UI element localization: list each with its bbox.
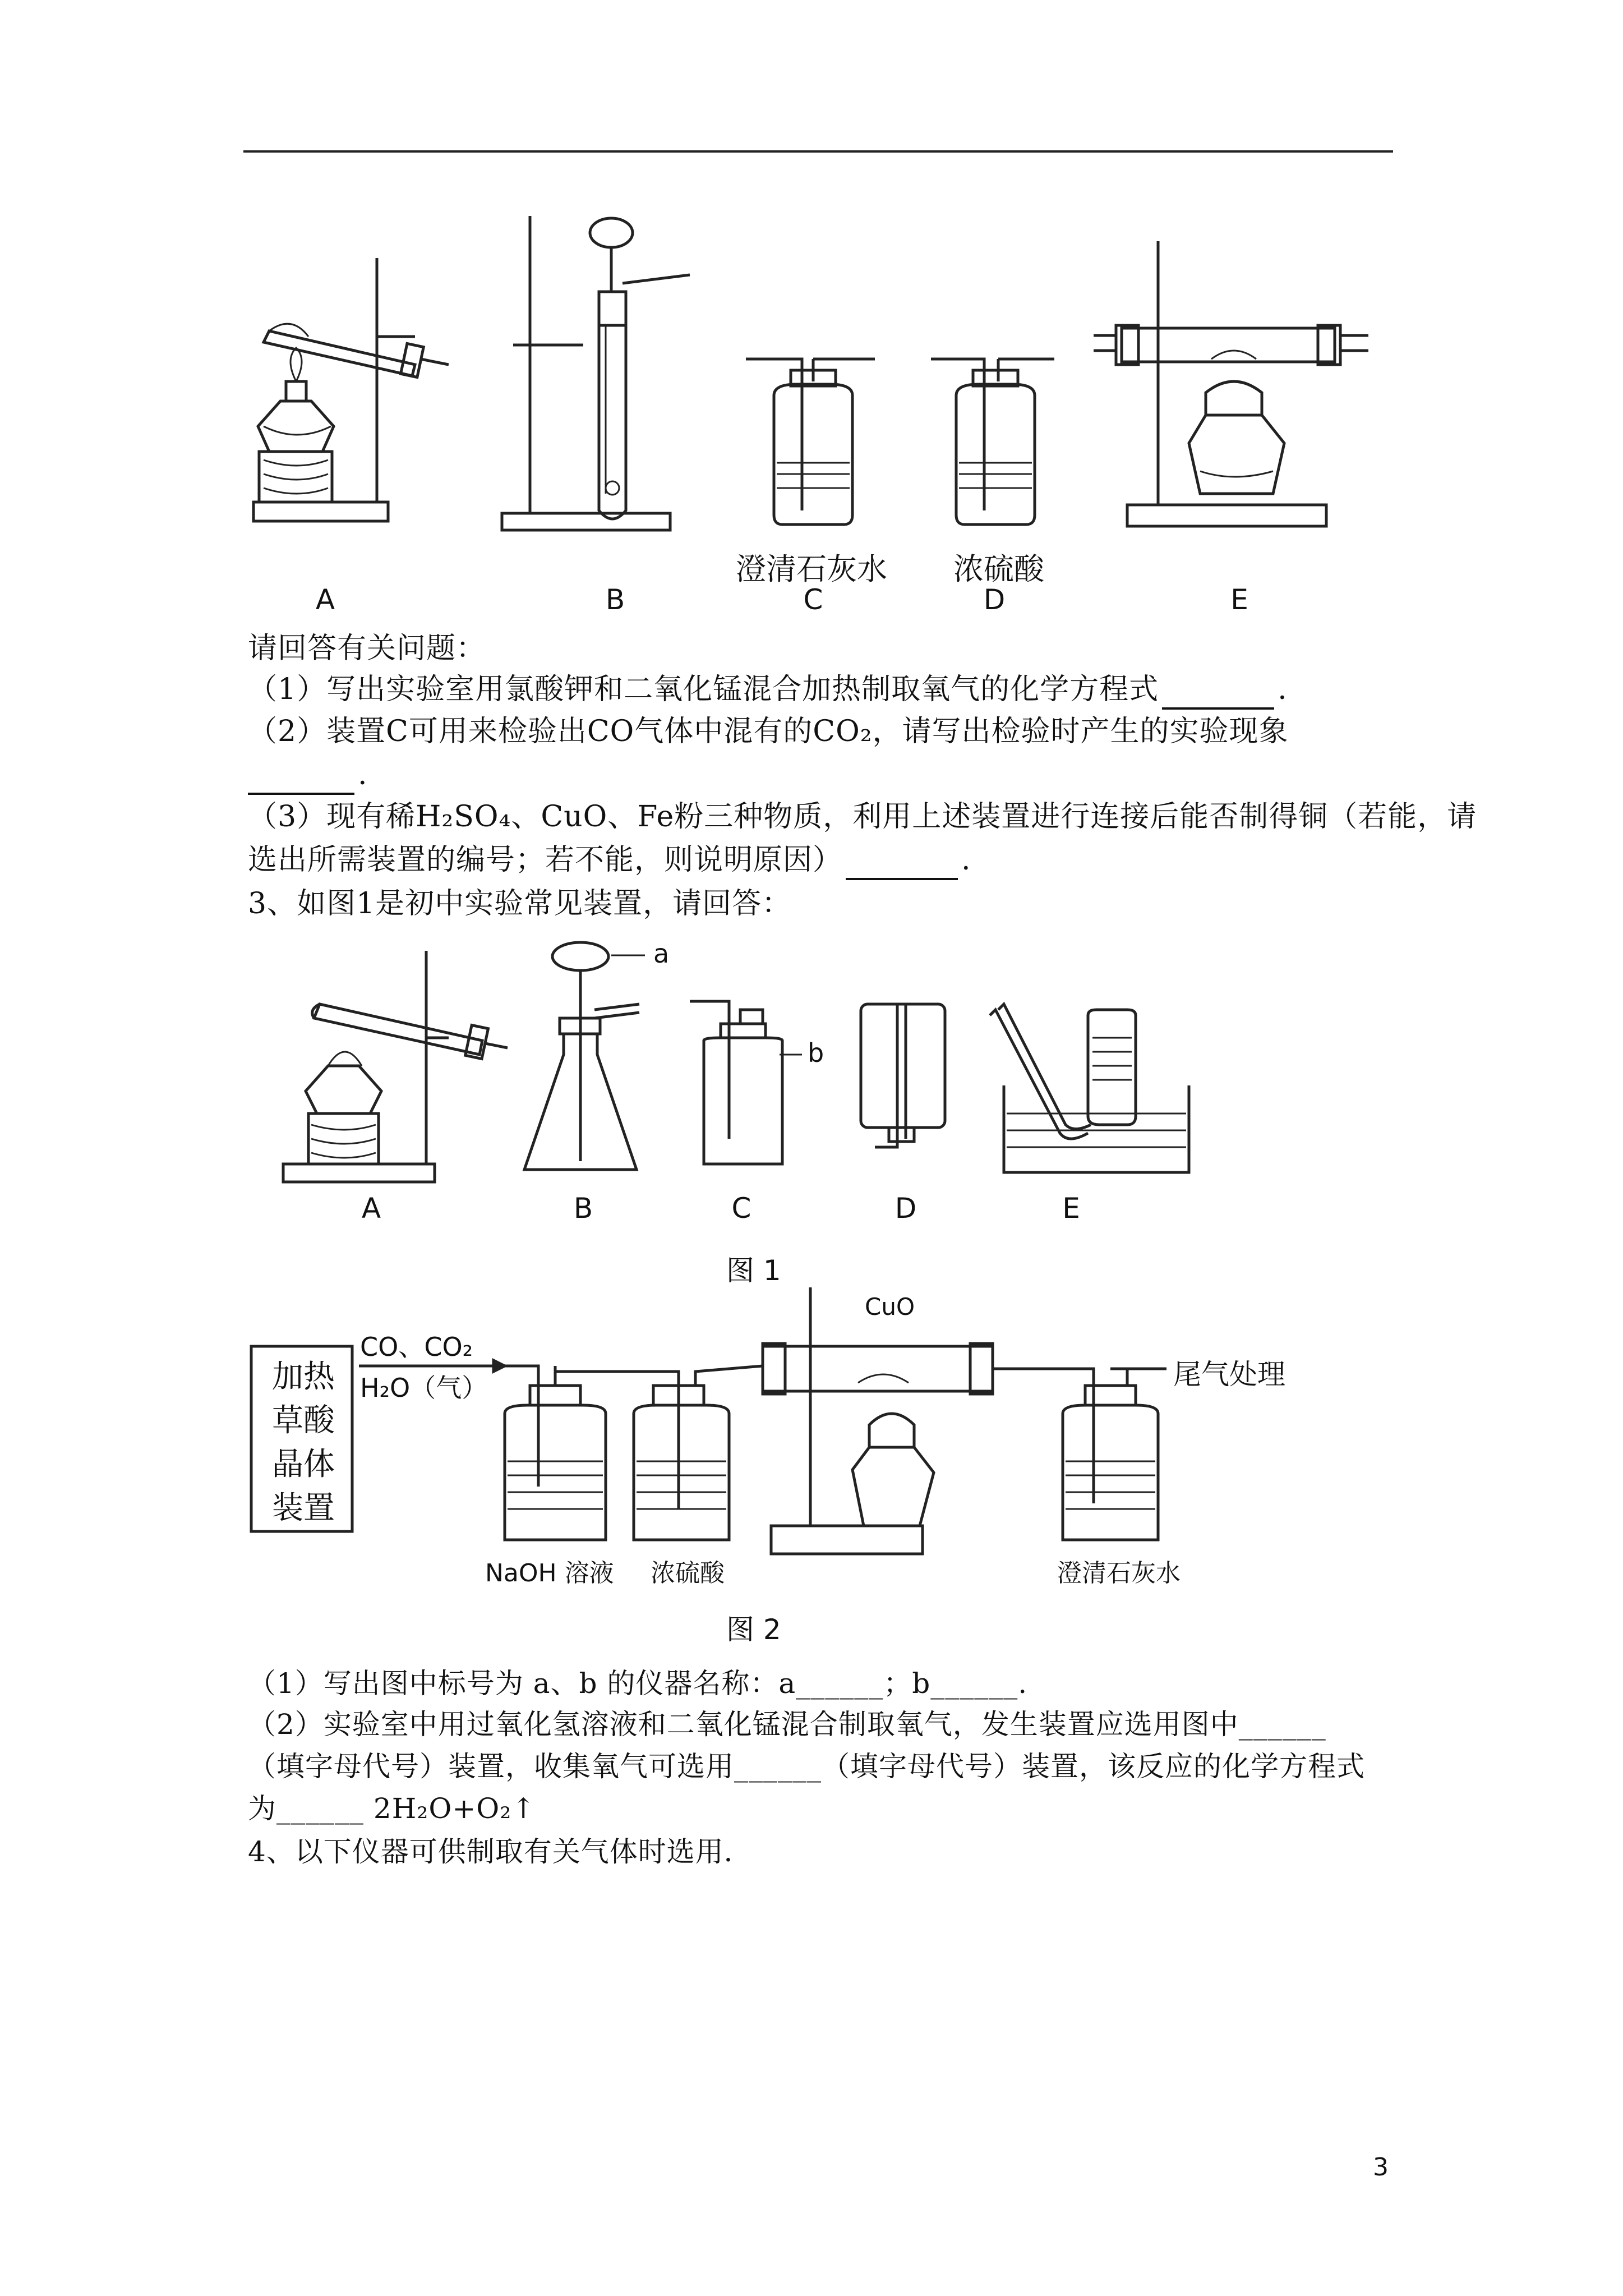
top-label-e: E (1230, 583, 1248, 616)
q2-part1-end: . (1278, 673, 1288, 706)
fig2-box-line4: 装置 (272, 1490, 335, 1526)
fig1-pointer-a: a (653, 938, 670, 969)
fig1-apparatus-c (690, 1001, 802, 1164)
q3-title: 3、如图1是初中实验常见装置，请回答： (248, 887, 792, 921)
q3-part2c: 为______ 2H₂O+O₂↑ (248, 1792, 536, 1825)
fig2-box-line3: 晶体 (272, 1446, 335, 1483)
top-label-c: C (803, 583, 823, 616)
fig2-acid-label: 浓硫酸 (651, 1559, 725, 1588)
fig2-tail-label: 尾气处理 (1173, 1358, 1285, 1391)
fig2-lime-label: 澄清石灰水 (1057, 1559, 1181, 1588)
fig1-apparatus-d (861, 1004, 945, 1147)
fig1-apparatus-e (990, 1004, 1189, 1172)
q2-part2: （2）装置C可用来检验出CO气体中混有的CO₂，请写出检验时产生的实验现象 (248, 715, 1289, 748)
top-label-d: D (983, 583, 1006, 616)
q4-title: 4、以下仪器可供制取有关气体时选用． (248, 1835, 753, 1868)
apparatus-e-top (1094, 241, 1368, 526)
fig2-gas-line1: CO、CO₂ (360, 1332, 473, 1362)
q2-part3: （3）现有稀H₂SO₄、CuO、Fe粉三种物质，利用上述装置进行连接后能否制得铜（若能，请 (248, 800, 1477, 834)
q3-part2b: （填字母代号）装置，收集氧气可选用______（填字母代号）装置，该反应的化学方程式 (248, 1750, 1365, 1783)
fig2-gas-line2: H₂O（气） (360, 1373, 488, 1403)
figure-1 (0, 926, 1623, 1318)
fig2-caption: 图 2 (726, 1613, 781, 1646)
figure-2 (0, 1279, 1623, 1616)
top-caption-lime: 澄清石灰水 (736, 551, 887, 587)
top-label-b: B (605, 583, 625, 616)
top-caption-acid: 浓硫酸 (953, 551, 1044, 587)
fig1-pointer-b: b (808, 1038, 824, 1068)
apparatus-b-top (502, 216, 690, 530)
fig1-apparatus-b (524, 942, 645, 1170)
q2-part2-end: . (358, 758, 368, 792)
apparatus-a-top (253, 258, 449, 521)
q2-part3-cont (248, 840, 971, 880)
q3-part2a: （2）实验室中用过氧化氢溶液和二氧化锰混合制取氧气，发生装置应选用图中______ (248, 1708, 1326, 1741)
q2-part1 (248, 669, 1288, 710)
q2-part3-end: . (961, 843, 971, 877)
fig1-label-e: E (1062, 1192, 1080, 1225)
apparatus-c-top (746, 359, 875, 524)
fig1-label-b: B (573, 1192, 593, 1225)
q2-part3-blank[interactable] (846, 846, 958, 880)
fig1-apparatus-a (283, 951, 508, 1182)
fig2-cuo-label: CuO (865, 1293, 915, 1320)
q2-part3b-text: 选出所需装置的编号；若不能，则说明原因） (248, 843, 843, 877)
top-label-a: A (315, 583, 335, 616)
fig2-box-line2: 草酸 (272, 1402, 335, 1439)
q2-part1-blank[interactable] (1162, 676, 1274, 710)
q2-intro: 请回答有关问题： (248, 632, 486, 665)
top-apparatus-figure (0, 0, 1623, 561)
fig2-naoh-label: NaOH 溶液 (485, 1559, 614, 1588)
fig2-box-line1: 加热 (272, 1359, 335, 1395)
q3-part1: （1）写出图中标号为 a、b 的仪器名称：a______；b______. (248, 1667, 1028, 1700)
fig1-caption: 图 1 (726, 1254, 781, 1287)
page-number: 3 (1373, 2153, 1389, 2182)
q2-part2-blank[interactable] (248, 761, 354, 795)
q2-part1-text: （1）写出实验室用氯酸钾和二氧化锰混合加热制取氧气的化学方程式 (248, 673, 1159, 706)
fig1-label-a: A (361, 1192, 381, 1225)
q2-part2-cont (248, 754, 368, 795)
fig1-label-c: C (731, 1192, 751, 1225)
fig1-label-d: D (895, 1192, 917, 1225)
apparatus-d-top (931, 359, 1054, 524)
